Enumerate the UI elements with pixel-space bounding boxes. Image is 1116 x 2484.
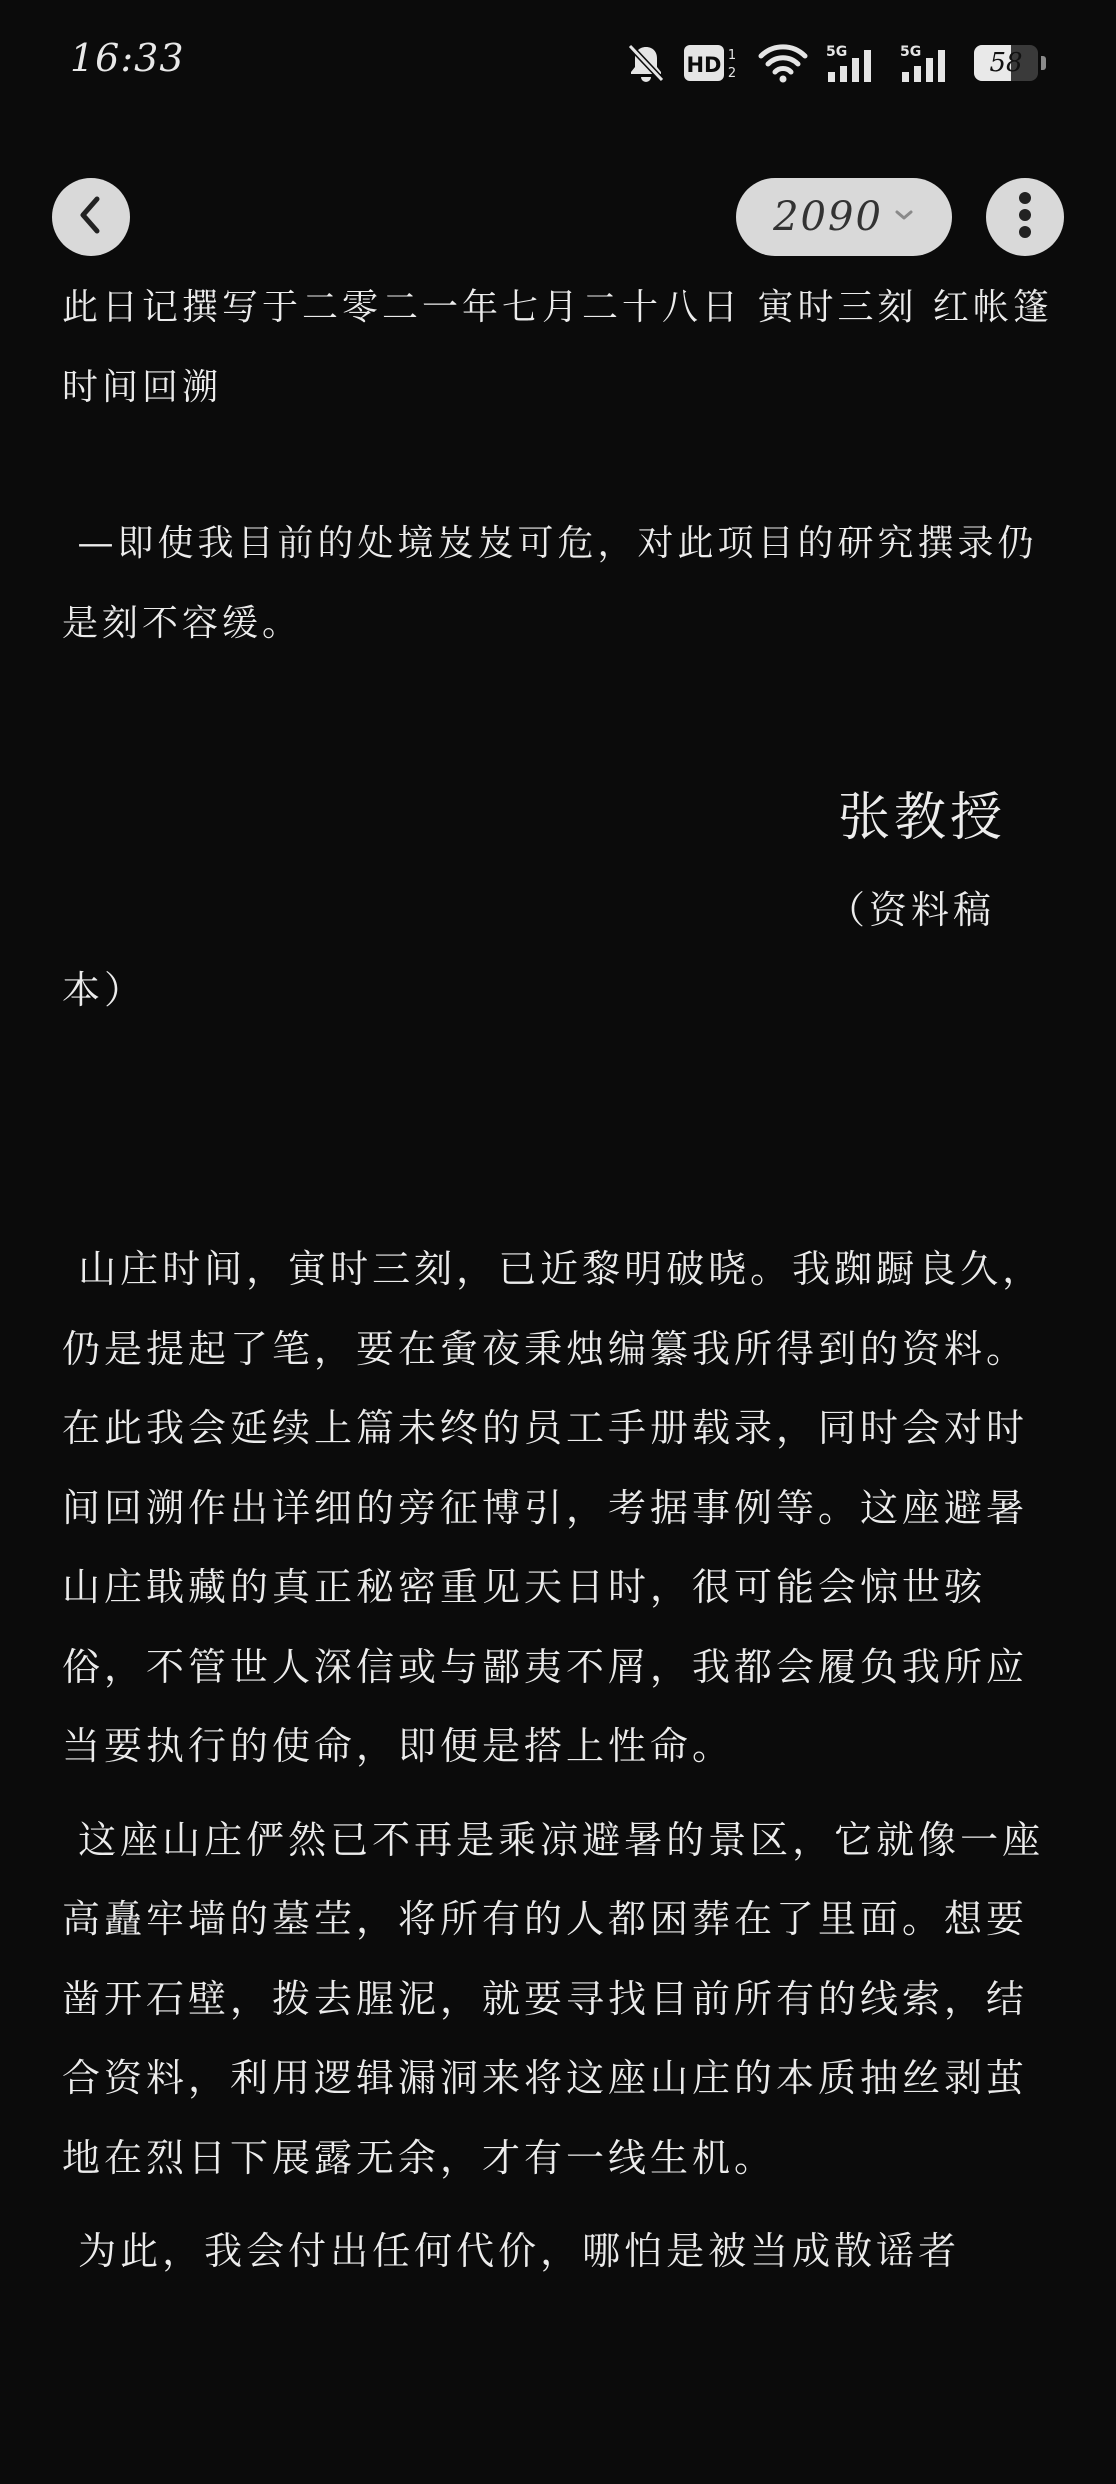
diary-header: 此日记撰写于二零二一年七月二十八日 寅时三刻 红帐篷 时间回溯 — [62, 287, 1069, 408]
more-options-button[interactable] — [986, 178, 1064, 256]
body-paragraph: 这座山庄俨然已不再是乘凉避暑的景区，它就像一座高矗牢墙的墓茔，将所有的人都困葬在了里面。想要凿开石壁，拨去腥泥，就要寻找目前所有的线索，结合资料，利用逻辑漏洞来将这座山庄的本质抽丝剥茧地在烈日下展露无余，才有一线生机。 — [62, 1817, 1045, 2180]
bell-off-icon — [626, 42, 666, 84]
hd-icon — [684, 43, 740, 83]
body-paragraph: 为此，我会付出任何代价，哪怕是被当成散谣者 — [62, 2229, 961, 2273]
back-button[interactable] — [52, 178, 130, 256]
battery-icon — [974, 45, 1046, 81]
chevron-down-icon — [893, 207, 915, 227]
svg-text:HD: HD — [686, 53, 722, 77]
diary-content — [62, 268, 1069, 2292]
5g-signal-icon — [900, 42, 956, 84]
source-note: （资料稿本） — [62, 888, 996, 1012]
5g-signal-icon — [826, 42, 882, 84]
author-name: 张教授 — [837, 788, 1006, 848]
body-paragraph: 山庄时间，寅时三刻，已近黎明破晓。我踟蹰良久，仍是提起了笔，要在夤夜秉烛编纂我所得到的资料。在此我会延续上篇未终的员工手册载录，同时会对时间回溯作出详细的旁征博引，考据事例等。这座避暑山庄戢藏的真正秘密重见天日时，很可能会惊世骇俗，不管世人深信或与鄙夷不屑，我都会履负我所应当要执行的使命，即便是搭上性命。 — [62, 1247, 1045, 1768]
year-selector[interactable] — [736, 178, 952, 256]
battery-level: 58 — [989, 48, 1023, 78]
status-bar — [0, 0, 1116, 120]
svg-text:5G: 5G — [826, 44, 848, 60]
year-label: 2090 — [773, 194, 883, 240]
status-time: 16:33 — [70, 36, 185, 80]
svg-text:1: 1 — [727, 48, 737, 63]
svg-text:2: 2 — [727, 66, 737, 81]
svg-text:5G: 5G — [900, 44, 922, 60]
wifi-icon — [758, 43, 808, 83]
diary-quote: —即使我目前的处境岌岌可危，对此项目的研究撰录仍是刻不容缓。 — [62, 523, 1038, 644]
status-icons — [626, 38, 1046, 88]
more-vertical-icon — [1015, 190, 1035, 244]
chevron-left-icon — [74, 195, 108, 239]
